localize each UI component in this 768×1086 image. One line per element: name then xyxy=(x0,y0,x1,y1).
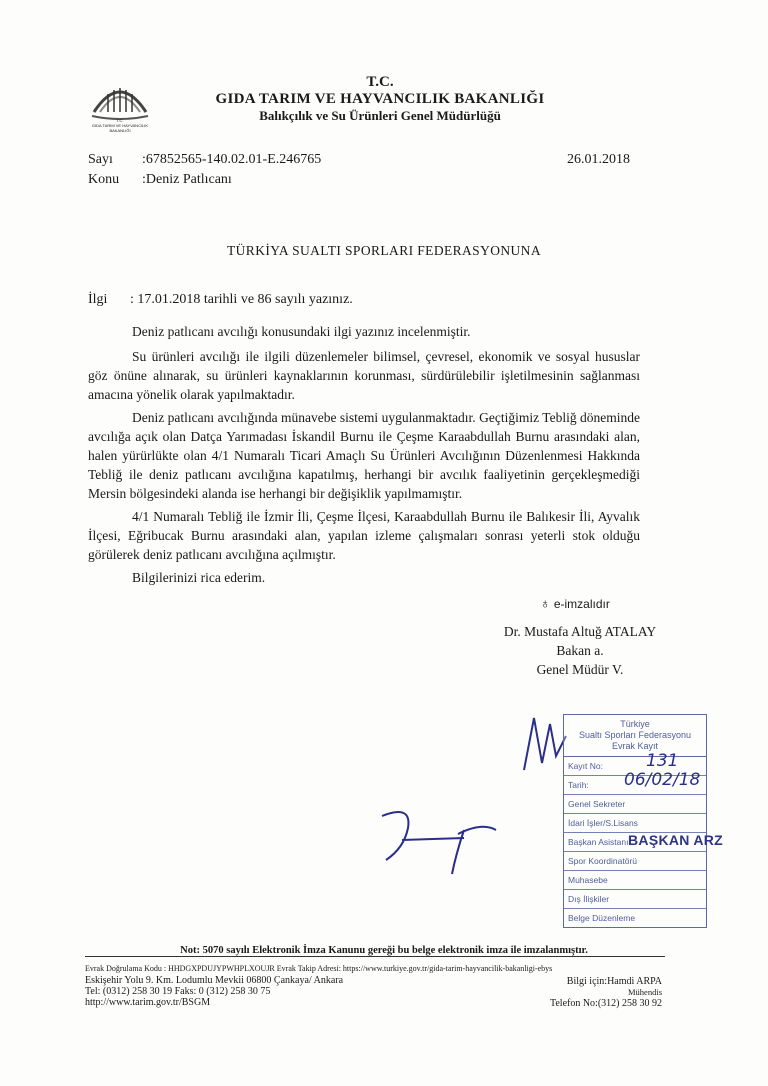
stamp-row xyxy=(564,890,706,909)
sayi-value: :67852565-140.02.01-E.246765 xyxy=(142,152,322,167)
e-signature-mark xyxy=(540,595,610,611)
footer-phone: Tel: (0312) 258 30 19 Faks: 0 (312) 258 30 75 xyxy=(85,986,271,997)
body-paragraph-5: Bilgilerinizi rica ederim. xyxy=(132,570,266,585)
stamp-row xyxy=(564,871,706,890)
verification-code: Evrak Doğrulama Kodu : HHDGXPDUJYPWHPLXOUJR Evrak Takip Adresi: https://www.turkiye.gov.tr/gida-tarim-hayvancilik-bakanligi-ebys xyxy=(85,964,553,973)
stamp-row xyxy=(564,795,706,814)
body-paragraph-4: 4/1 Numaralı Tebliğ ile İzmir İli, Çeşme İlçesi, Karaabdullah Burnu ile Balıkesir İli, Ayvalık İlçesi, Eğribucak Burnu arasındaki alan, yapılan izleme çalışmaları sonrası yeterli stok olduğu görülerek deniz patlıcanı avcılığına açılmıştır. xyxy=(88,509,640,562)
konu-value: :Deniz Patlıcanı xyxy=(142,172,232,187)
logo-text-tc: T.C. xyxy=(116,118,124,123)
stamp-row-label: Spor Koordinatörü xyxy=(568,856,637,866)
footer-contact xyxy=(85,975,343,1008)
stamp-row-label: Tarih: xyxy=(568,780,589,790)
body-paragraph-1: Deniz patlıcanı avcılığı konusundaki ilgi yazınız incelenmiştir. xyxy=(132,324,471,339)
stamp-registry: Evrak Kayıt xyxy=(611,741,658,751)
footer-info-title: Mühendis xyxy=(628,987,662,997)
sayi-label: Sayı xyxy=(88,152,113,167)
stamp-row-label: Genel Sekreter xyxy=(568,799,626,809)
stamp-date-value: 06/02/18 xyxy=(624,770,701,790)
letter-body xyxy=(88,322,640,593)
registry-stamp xyxy=(563,714,707,928)
body-paragraph-2: Su ürünleri avcılığı ile ilgili düzenlemeler bilimsel, çevresel, ekonomik ve sosyal hususlar göz önüne alınarak, su ürünleri kaynaklarının korunması, sürdürülebilir işletilmesinin sağlanması amacına yönelik olarak yapılmaktadır. xyxy=(88,349,640,402)
stamp-row-label: Dış İlişkiler xyxy=(568,894,610,904)
signer-title-1: Bakan a. xyxy=(556,643,604,658)
stamp-row-label: Muhasebe xyxy=(568,875,608,885)
logo-text-ministry: GIDA TARIM VE HAYVANCILIK xyxy=(91,123,149,128)
body-paragraph-3: Deniz patlıcanı avcılığında münavebe sistemi uygulanmaktadır. Geçtiğimiz Tebliğ döneminde avcılığa açık olan Datça Yarımadası İskandil Burnu ile Çeşme Karaabdullah Burnu arasındaki alan, halen yürürlükte olan 4/1 Numaralı Ticari Amaçlı Su Ürünleri Avcılığının Düzenlenmesi Hakkında Tebliğ ile deniz patlıcanı avcılığına kapatılmış, herhangi bir avcılık faaliyetinin gerçekleşmediği Mersin bölgesindeki alanda ise herhangi bir değişiklik yapılmamıştır. xyxy=(88,410,640,501)
stamp-row xyxy=(564,909,706,927)
stamp-row-label: Başkan Asistanı xyxy=(568,837,629,847)
e-signature-icon: ♁ xyxy=(540,595,551,611)
ministry-logo xyxy=(84,70,156,142)
footer-divider xyxy=(85,956,665,957)
addressee: TÜRKİYA SUALTI SPORLARI FEDERASYONUNA xyxy=(227,243,541,258)
signature-block xyxy=(480,622,680,679)
ilgi-value: : 17.01.2018 tarihli ve 86 sayılı yazınız. xyxy=(130,292,353,307)
footer-web: http://www.tarim.gov.tr/BSGM xyxy=(85,997,211,1008)
footer-info xyxy=(480,976,662,1009)
signer-name: Dr. Mustafa Altuğ ATALAY xyxy=(503,624,657,639)
ilgi-label: İlgi xyxy=(88,292,108,307)
signer-title-2: Genel Müdür V. xyxy=(536,662,624,677)
handwritten-signature-icon xyxy=(372,800,532,880)
e-signature-note: Not: 5070 sayılı Elektronik İmza Kanunu gereği bu belge elektronik imza ile imzalanmıştır. xyxy=(180,945,588,956)
document-date: 26.01.2018 xyxy=(567,152,630,167)
konu-label: Konu xyxy=(88,172,120,187)
header-tc: T.C. xyxy=(366,74,394,90)
footer-address: Eskişehir Yolu 9. Km. Lodumlu Mevkii 06800 Çankaya/ Ankara xyxy=(85,975,344,986)
stamp-row xyxy=(564,814,706,833)
header-directorate: Balıkçılık ve Su Ürünleri Genel Müdürlüğü xyxy=(259,108,501,123)
footer-info-person: Bilgi için:Hamdi ARPA xyxy=(566,976,662,987)
stamp-country: Türkiye xyxy=(620,719,650,729)
e-signature-text: e-imzalıdır xyxy=(553,597,610,611)
stamp-registry-number: 131 xyxy=(646,751,679,771)
stamp-row-label: İdari İşler/S.Lisans xyxy=(568,818,638,828)
stamp-row-label: Belge Düzenleme xyxy=(568,913,636,923)
stamp-row-label: Kayıt No: xyxy=(568,761,603,771)
stamp-row xyxy=(564,852,706,871)
stamp-row xyxy=(564,770,706,795)
stamp-federation: Sualtı Sporları Federasyonu xyxy=(578,730,692,740)
footer-info-phone: Telefon No:(312) 258 30 92 xyxy=(549,998,662,1009)
handwritten-baskan-arz: BAŞKAN ARZ xyxy=(628,832,724,848)
logo-text-bakanlik: BAKANLIĞI xyxy=(109,128,131,133)
stamp-header xyxy=(564,715,706,757)
header-ministry: GIDA TARIM VE HAYVANCILIK BAKANLIĞI xyxy=(215,91,545,107)
